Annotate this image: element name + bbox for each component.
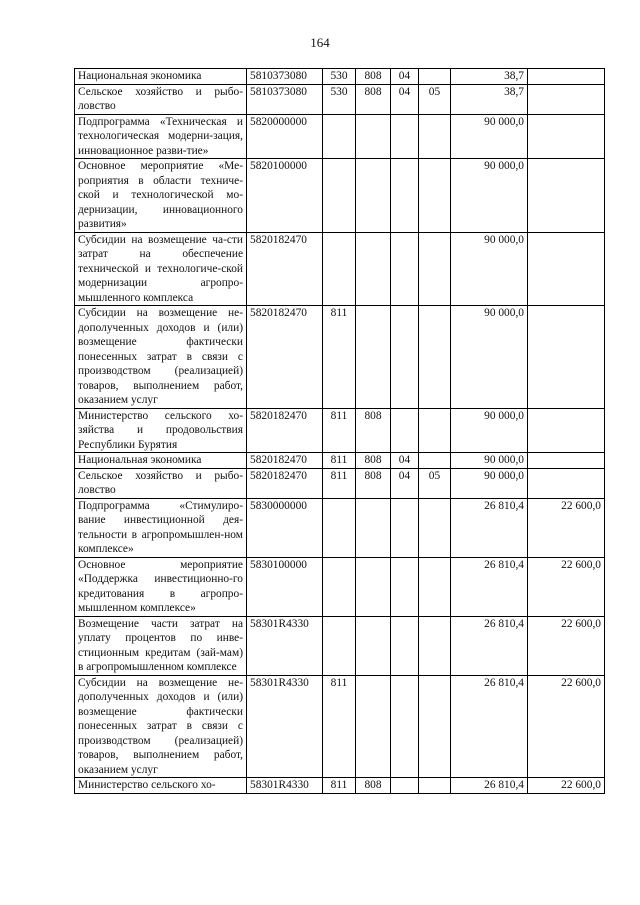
row-name: Национальная экономика (75, 453, 247, 469)
row-grbs (356, 557, 391, 616)
row-sum-2 (528, 159, 605, 233)
row-subsection (419, 159, 451, 233)
row-sum-2: 22 600,0 (528, 616, 605, 675)
row-section (391, 616, 419, 675)
row-name: Подпрограмма «Стимулиро-вание инвестиционной дея-тельности в агропромышлен-ном комплексе» (75, 498, 247, 557)
row-grbs (356, 306, 391, 409)
table-row (75, 159, 605, 233)
table-row (75, 114, 605, 159)
row-name: Подпрограмма «Техническая и технологическая модерни-зация, инновационное разви-тие» (75, 114, 247, 159)
row-sum-2: 22 600,0 (528, 675, 605, 778)
row-target-article: 5820182470 (247, 232, 323, 306)
table-row (75, 453, 605, 469)
row-sum-1: 38,7 (451, 69, 528, 85)
row-grbs (356, 675, 391, 778)
row-section: 04 (391, 84, 419, 114)
table-row (75, 232, 605, 306)
table-row (75, 778, 605, 794)
row-grbs (356, 498, 391, 557)
row-sum-1: 26 810,4 (451, 778, 528, 794)
row-target-article: 58301R4330 (247, 616, 323, 675)
row-name: Возмещение части затрат на уплату процентов по инве-стиционным кредитам (зай-мам) в агропромышленном комплексе (75, 616, 247, 675)
row-sum-1: 26 810,4 (451, 557, 528, 616)
row-section (391, 498, 419, 557)
row-subsection: 05 (419, 84, 451, 114)
row-section (391, 778, 419, 794)
row-subsection (419, 778, 451, 794)
row-grbs: 808 (356, 69, 391, 85)
row-target-article: 5820100000 (247, 159, 323, 233)
row-section (391, 557, 419, 616)
table-row (75, 675, 605, 778)
row-sum-2 (528, 468, 605, 498)
row-subsection (419, 675, 451, 778)
row-section: 04 (391, 468, 419, 498)
row-target-article: 5810373080 (247, 84, 323, 114)
row-sum-1: 38,7 (451, 84, 528, 114)
row-subsection (419, 453, 451, 469)
row-expense-type: 530 (323, 69, 356, 85)
row-sum-1: 26 810,4 (451, 498, 528, 557)
row-target-article: 5810373080 (247, 69, 323, 85)
row-expense-type: 811 (323, 408, 356, 453)
table-row (75, 468, 605, 498)
row-target-article: 58301R4330 (247, 675, 323, 778)
row-section (391, 306, 419, 409)
row-sum-1: 26 810,4 (451, 675, 528, 778)
row-target-article: 5830100000 (247, 557, 323, 616)
row-name: Сельское хозяйство и рыбо-ловство (75, 468, 247, 498)
table-row (75, 498, 605, 557)
row-section: 04 (391, 453, 419, 469)
row-expense-type: 811 (323, 306, 356, 409)
budget-table (74, 68, 605, 794)
row-subsection (419, 616, 451, 675)
row-grbs (356, 616, 391, 675)
row-name: Министерство сельского хо-зяйства и продовольствия Республики Бурятия (75, 408, 247, 453)
row-sum-2 (528, 114, 605, 159)
row-target-article: 5820182470 (247, 306, 323, 409)
row-sum-1: 90 000,0 (451, 232, 528, 306)
row-expense-type (323, 616, 356, 675)
row-target-article: 58301R4330 (247, 778, 323, 794)
row-grbs (356, 114, 391, 159)
row-name: Субсидии на возмещение не-дополученных доходов и (или) возмещение фактически понесенных затрат в связи с производством (реализацией) товаров, выполнением работ, оказанием услуг (75, 675, 247, 778)
row-name: Основное мероприятие «Ме-роприятия в области техниче-ской и технологической мо-дернизации, инновационного развития» (75, 159, 247, 233)
row-subsection: 05 (419, 468, 451, 498)
row-sum-2 (528, 69, 605, 85)
row-sum-2 (528, 306, 605, 409)
row-name: Субсидии на возмещение ча-сти затрат на обеспечение технической и технологиче-ской модернизации агропро-мышленного комплекса (75, 232, 247, 306)
table-row (75, 408, 605, 453)
row-target-article: 5820182470 (247, 453, 323, 469)
row-section (391, 232, 419, 306)
row-expense-type (323, 557, 356, 616)
row-subsection (419, 69, 451, 85)
table-row (75, 557, 605, 616)
row-grbs: 808 (356, 408, 391, 453)
row-sum-1: 90 000,0 (451, 468, 528, 498)
row-sum-2 (528, 408, 605, 453)
row-name: Основное мероприятие «Поддержка инвестиционно-го кредитования в агропро-мышленном комплексе» (75, 557, 247, 616)
row-section (391, 675, 419, 778)
row-sum-2 (528, 232, 605, 306)
row-section (391, 159, 419, 233)
row-grbs: 808 (356, 778, 391, 794)
row-expense-type (323, 159, 356, 233)
row-grbs (356, 159, 391, 233)
row-name: Сельское хозяйство и рыбо-ловство (75, 84, 247, 114)
row-expense-type (323, 498, 356, 557)
row-grbs: 808 (356, 84, 391, 114)
row-expense-type: 811 (323, 778, 356, 794)
row-subsection (419, 114, 451, 159)
row-grbs: 808 (356, 453, 391, 469)
table-row (75, 616, 605, 675)
row-sum-2 (528, 453, 605, 469)
row-subsection (419, 557, 451, 616)
table-row (75, 69, 605, 85)
row-grbs (356, 232, 391, 306)
row-sum-1: 90 000,0 (451, 159, 528, 233)
row-subsection (419, 306, 451, 409)
row-target-article: 5820000000 (247, 114, 323, 159)
row-section (391, 114, 419, 159)
row-expense-type: 811 (323, 675, 356, 778)
row-subsection (419, 498, 451, 557)
row-sum-1: 26 810,4 (451, 616, 528, 675)
row-sum-1: 90 000,0 (451, 408, 528, 453)
row-section (391, 408, 419, 453)
row-target-article: 5820182470 (247, 408, 323, 453)
row-sum-2 (528, 84, 605, 114)
row-sum-1: 90 000,0 (451, 114, 528, 159)
row-expense-type (323, 232, 356, 306)
row-sum-2: 22 600,0 (528, 557, 605, 616)
row-subsection (419, 408, 451, 453)
page-number: 164 (310, 35, 330, 50)
row-sum-2: 22 600,0 (528, 498, 605, 557)
row-expense-type: 530 (323, 84, 356, 114)
row-expense-type: 811 (323, 453, 356, 469)
row-name: Национальная экономика (75, 69, 247, 85)
table-row (75, 306, 605, 409)
row-target-article: 5830000000 (247, 498, 323, 557)
row-target-article: 5820182470 (247, 468, 323, 498)
row-name: Министерство сельского хо- (75, 778, 247, 794)
row-grbs: 808 (356, 468, 391, 498)
row-section: 04 (391, 69, 419, 85)
row-sum-2: 22 600,0 (528, 778, 605, 794)
row-sum-1: 90 000,0 (451, 306, 528, 409)
row-name: Субсидии на возмещение не-дополученных доходов и (или) возмещение фактически понесенных затрат в связи с производством (реализацией) товаров, выполнением работ, оказанием услуг (75, 306, 247, 409)
row-sum-1: 90 000,0 (451, 453, 528, 469)
row-expense-type: 811 (323, 468, 356, 498)
row-expense-type (323, 114, 356, 159)
row-subsection (419, 232, 451, 306)
table-row (75, 84, 605, 114)
